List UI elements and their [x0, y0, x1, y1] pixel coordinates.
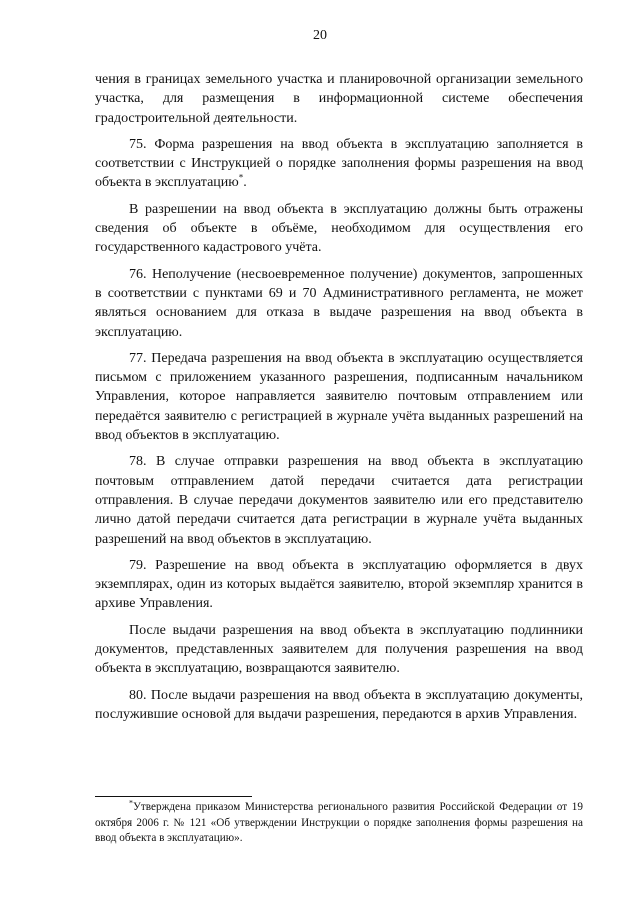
paragraph-continuation: чения в границах земельного участка и планировочной организации земельного участка, для размещения в информационной системе обеспечения градостроительной деятельности. — [95, 72, 583, 126]
paragraph-79: 79. Разрешение на ввод объекта в эксплуатацию оформляется в двух экземплярах, один из которых выдаётся заявителю, второй экземпляр хранится в архиве Управления. — [95, 557, 583, 612]
footnote-marker: * — [129, 798, 133, 808]
footnote-text: Утверждена приказом Министерства регионального развития Российской Федерации от 19 октября 2006 г. № 121 «Об утверждении Инструкции о порядке заполнения формы разрешения на ввод объекта в эксплуатацию». — [95, 801, 583, 844]
footnote — [95, 800, 583, 847]
paragraph-76: 76. Неполучение (несвоевременное получение) документов, запрошенных в соответствии с пунктами 69 и 70 Административного регламента, не может являться основанием для отказа в выдаче разрешения на ввод объекта в эксплуатацию. — [95, 266, 583, 340]
paragraph-75-text: 75. Форма разрешения на ввод объекта в эксплуатацию заполняется в соответствии с Инструкцией о порядке заполнения формы разрешения на ввод объекта в эксплуатацию — [95, 136, 583, 191]
body-text — [95, 70, 583, 724]
paragraph-75-tail: . — [243, 175, 247, 191]
paragraph-80: 80. После выдачи разрешения на ввод объекта в эксплуатацию документы, послужившие основой для выдачи разрешения, передаются в архив Управления. — [95, 687, 583, 722]
footnote-divider — [95, 796, 252, 797]
paragraph-75 — [95, 135, 583, 193]
footnote-reference: * — [238, 172, 244, 183]
paragraph-78: 78. В случае отправки разрешения на ввод объекта в эксплуатацию почтовым отправлением датой передачи считается дата регистрации отправления. В случае передачи документов заявителю или его представителю лично датой передачи считается дата регистрации в журнале учёта выданных разрешений на ввод объектов в эксплуатацию. — [95, 454, 583, 547]
paragraph-79-originals: После выдачи разрешения на ввод объекта в эксплуатацию подлинники документов, представленных заявителем для получения разрешения на ввод объекта в эксплуатацию, возвращаются заявителю. — [95, 622, 583, 677]
paragraph-75-cadastral: В разрешении на ввод объекта в эксплуатацию должны быть отражены сведения об объекте в объёме, необходимом для осуществления его государственного кадастрового учёта. — [95, 201, 583, 256]
paragraph-77: 77. Передача разрешения на ввод объекта в эксплуатацию осуществляется письмом с приложением указанного разрешения, подписанным начальником Управления, которое направляется заявителю почтовым отправлением или передаётся заявителю с регистрацией в журнале учёта выданных разрешений на ввод объектов в эксплуатацию. — [95, 350, 583, 444]
page-number: 20 — [313, 28, 327, 43]
